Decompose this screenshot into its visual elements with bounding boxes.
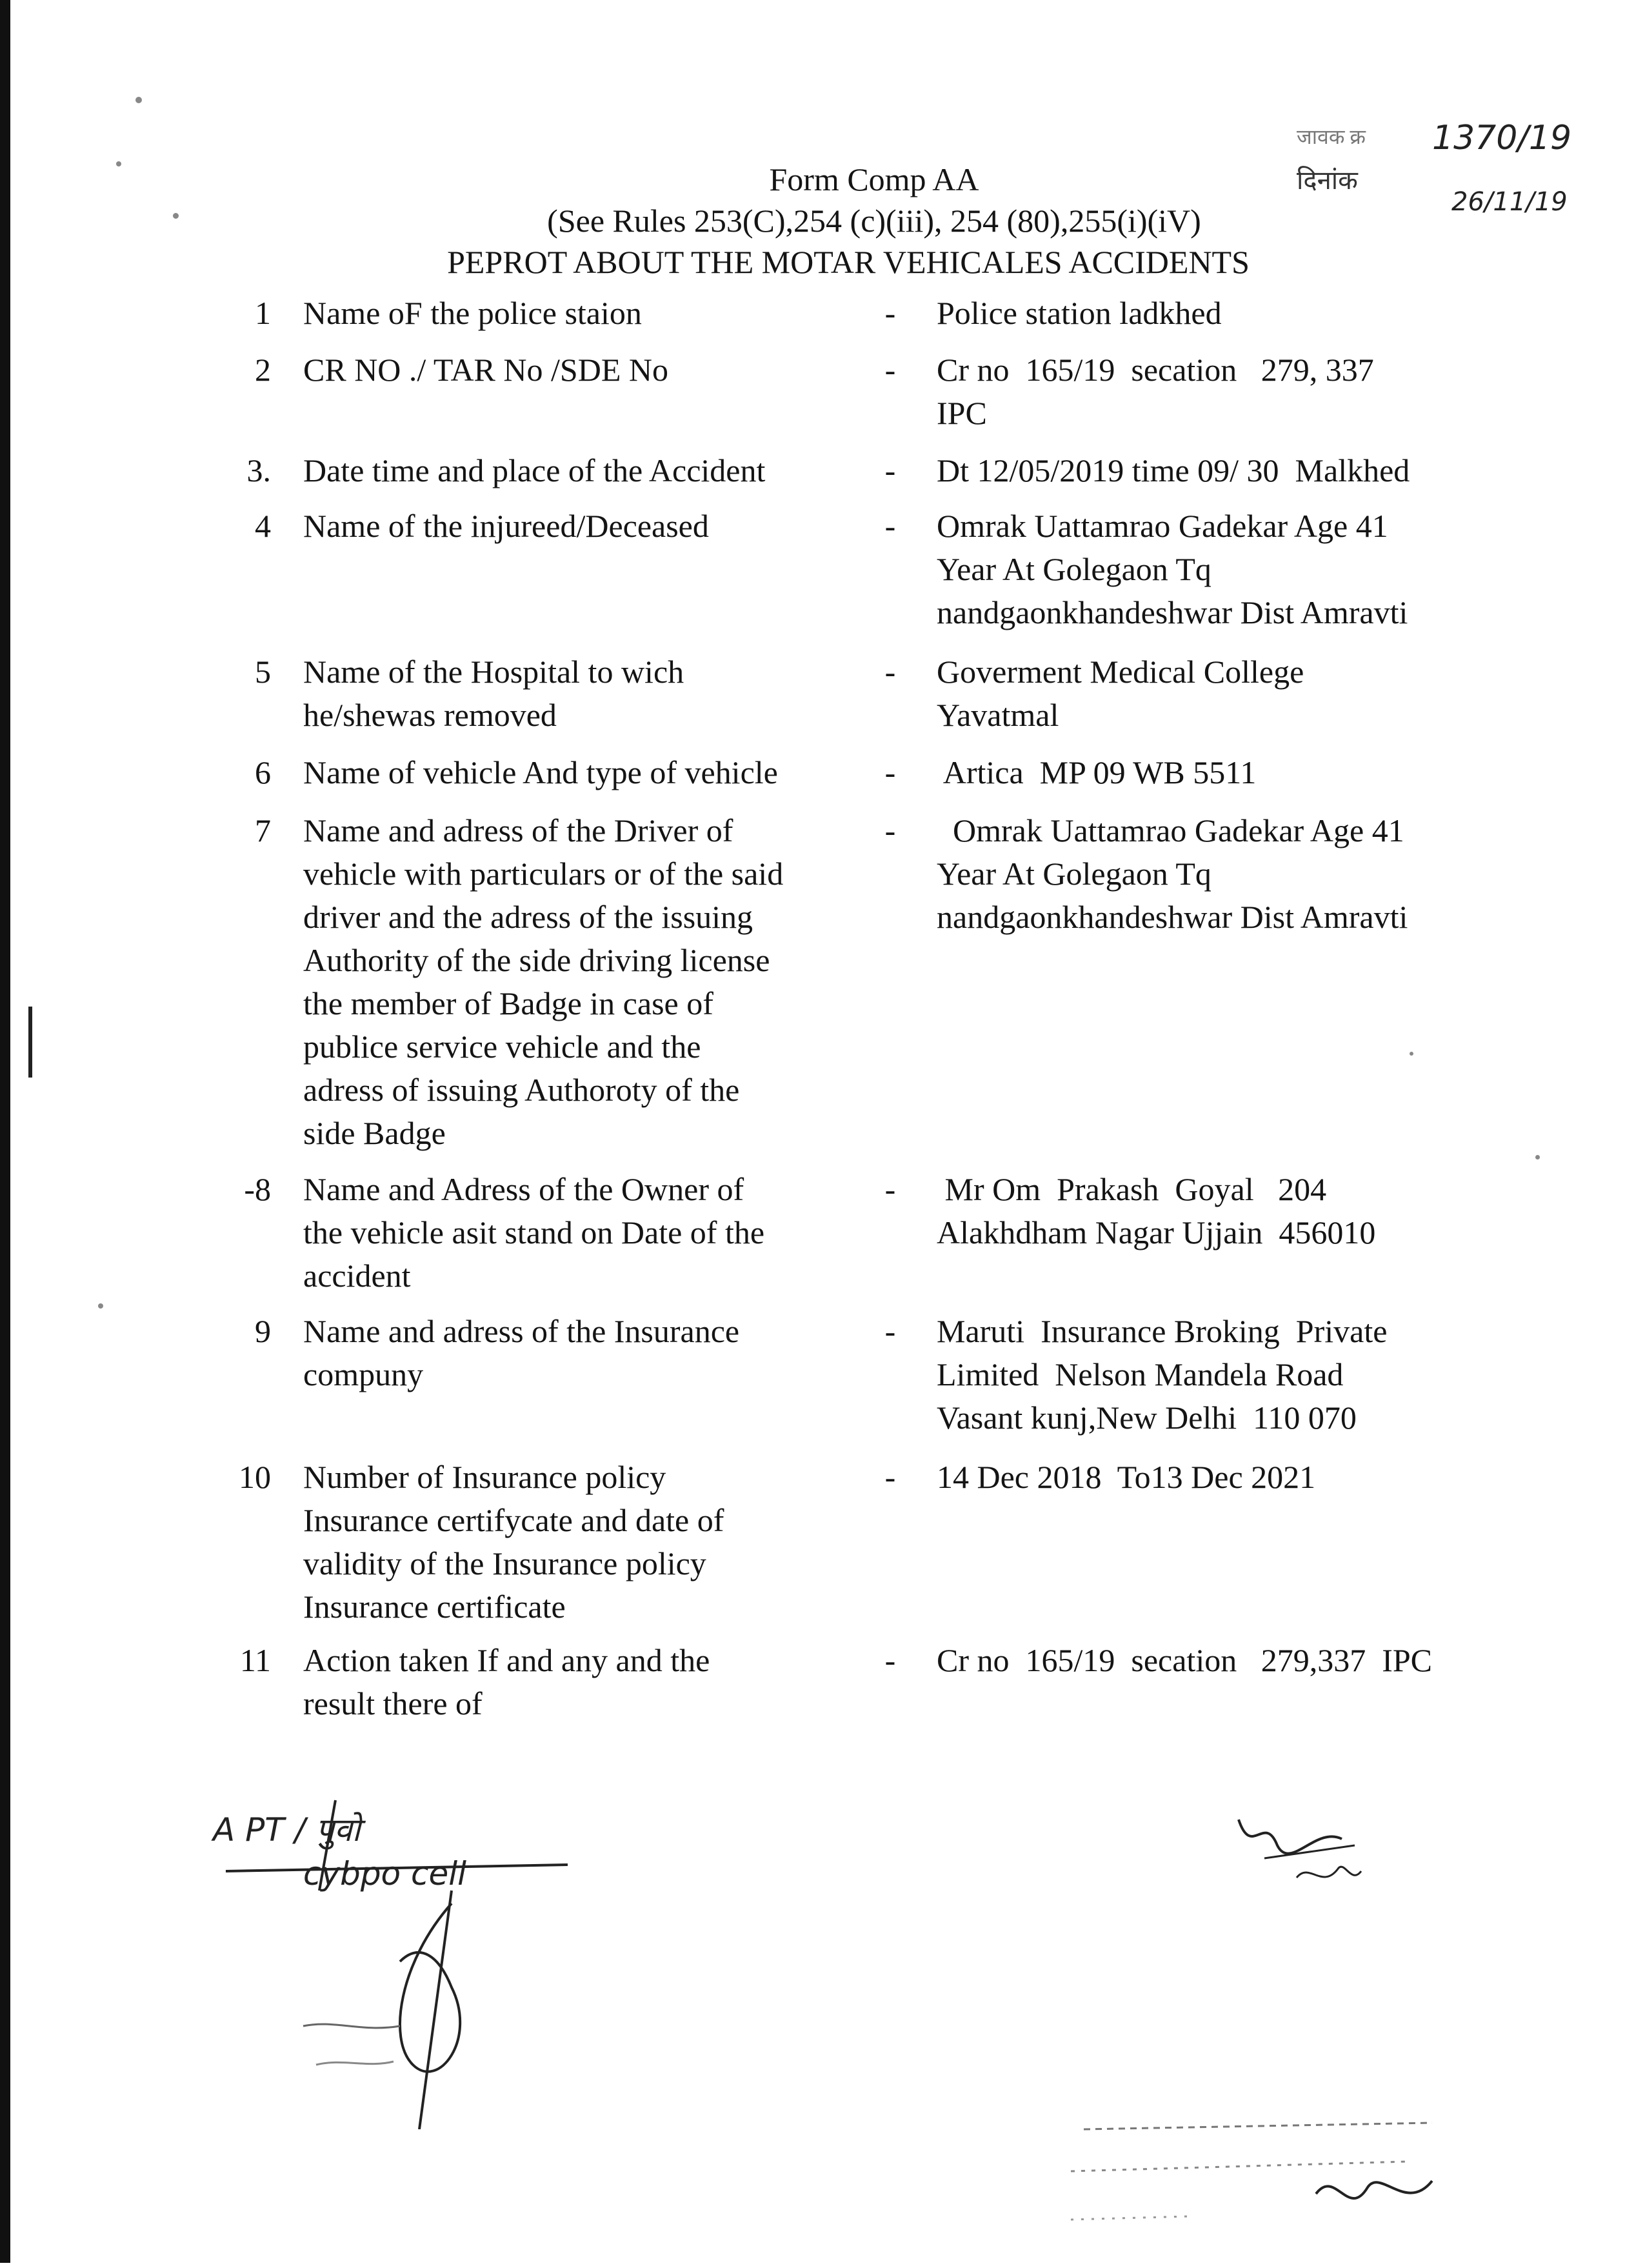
row-number: 5 <box>255 654 271 690</box>
row-number: -8 <box>244 1171 271 1207</box>
officer-initials <box>1226 1800 1393 1903</box>
inward-number: 1370/19 <box>1432 119 1572 157</box>
row-separator-dash: - <box>884 654 896 690</box>
row-label <box>303 809 871 1155</box>
outward-stamp-marks <box>1045 2097 1497 2265</box>
forwarding-signature <box>206 1794 606 2129</box>
inward-stamp <box>1297 119 1580 252</box>
scan-speck <box>98 1303 103 1309</box>
row-separator-dash: - <box>884 352 896 388</box>
form-rules-reference: (See Rules 253(C),254 (c)(iii), 254 (80),255(i)(iV) <box>547 203 1201 239</box>
row-value <box>937 1639 1556 1682</box>
row-value-line: IPC <box>937 395 987 431</box>
row-label-line: result there of <box>303 1685 483 1721</box>
row-label-line: Number of Insurance policy <box>303 1459 666 1495</box>
row-label-line: Name and adress of the Driver of <box>303 812 733 848</box>
row-value-line: 14 Dec 2018 To13 Dec 2021 <box>937 1459 1316 1495</box>
inward-date-label: दिनांक <box>1297 166 1358 195</box>
row-value <box>937 348 1556 435</box>
initials-strokes <box>1226 1800 1393 1903</box>
row-number: 2 <box>255 352 271 388</box>
row-label-line: compuny <box>303 1356 424 1392</box>
row-label-line: Action taken If and any and the <box>303 1642 710 1678</box>
row-value-line: Alakhdham Nagar Ujjain 456010 <box>937 1214 1376 1250</box>
row-value-line: Limited Nelson Mandela Road <box>937 1356 1344 1392</box>
row-value-line: Goverment Medical College <box>937 654 1304 690</box>
row-label <box>303 292 871 335</box>
row-number: 4 <box>255 508 271 544</box>
row-separator-dash: - <box>884 812 896 848</box>
row-value <box>937 1310 1556 1440</box>
row-separator-dash: - <box>884 295 896 331</box>
row-value <box>937 809 1556 939</box>
row-value <box>937 449 1556 492</box>
row-number: 9 <box>255 1313 271 1349</box>
row-label-line: he/shewas removed <box>303 697 557 733</box>
row-value-line: Dt 12/05/2019 time 09/ 30 Malkhed <box>937 452 1410 488</box>
row-label-line: Name oF the police staion <box>303 295 642 331</box>
row-number: 11 <box>239 1642 271 1678</box>
row-separator-dash: - <box>884 1642 896 1678</box>
row-label-line: accident <box>303 1258 411 1294</box>
row-label <box>303 1168 871 1298</box>
row-separator-dash: - <box>884 754 896 790</box>
row-label-line: Insurance certificate <box>303 1589 566 1625</box>
row-number: 6 <box>255 754 271 790</box>
row-value-line: Omrak Uattamrao Gadekar Age 41 <box>937 812 1404 848</box>
row-value-line: nandgaonkhandeshwar Dist Amravti <box>937 594 1408 630</box>
row-value-line: Yavatmal <box>937 697 1059 733</box>
inward-number-label: जावक क्र <box>1297 125 1366 148</box>
row-separator-dash: - <box>884 1313 896 1349</box>
row-value-line: Omrak Uattamrao Gadekar Age 41 <box>937 508 1388 544</box>
form-title: Form Comp AA <box>769 161 979 197</box>
row-value <box>937 650 1556 737</box>
row-value-line: Cr no 165/19 secation 279,337 IPC <box>937 1642 1433 1678</box>
office-outward-stamp <box>1045 2097 1497 2265</box>
row-separator-dash: - <box>884 1459 896 1495</box>
row-number: 1 <box>255 295 271 331</box>
row-label <box>303 751 871 794</box>
row-number: 3. <box>246 452 271 488</box>
scan-speck <box>135 97 142 103</box>
row-value-line: Cr no 165/19 secation 279, 337 <box>937 352 1374 388</box>
row-label-line: the vehicle asit stand on Date of the <box>303 1214 765 1250</box>
row-value <box>937 505 1556 634</box>
inward-date: 26/11/19 <box>1451 187 1568 217</box>
row-separator-dash: - <box>884 1171 896 1207</box>
row-value-line: Year At Golegaon Tq <box>937 856 1211 892</box>
row-label <box>303 650 871 737</box>
row-value <box>937 292 1556 335</box>
row-value-line: Mr Om Prakash Goyal 204 <box>937 1171 1327 1207</box>
row-label-line: publice service vehicle and the <box>303 1029 701 1065</box>
row-label-line: Name of the Hospital to wich <box>303 654 684 690</box>
row-label-line: Authority of the side driving license <box>303 942 770 978</box>
row-value-line: Vasant kunj,New Delhi 110 070 <box>937 1400 1357 1436</box>
row-label-line: validity of the Insurance policy <box>303 1545 706 1581</box>
row-label-line: Insurance certifycate and date of <box>303 1502 724 1538</box>
row-label-line: vehicle with particulars or of the said <box>303 856 784 892</box>
row-label-line: driver and the adress of the issuing <box>303 899 753 935</box>
row-label-line: Name of vehicle And type of vehicle <box>303 754 778 790</box>
row-separator-dash: - <box>884 508 896 544</box>
row-label-line: side Badge <box>303 1115 446 1151</box>
scan-speck <box>1535 1155 1540 1159</box>
form-heading: PEPROT ABOUT THE MOTAR VEHICALES ACCIDENTS <box>447 244 1250 280</box>
row-separator-dash: - <box>884 452 896 488</box>
row-label-line: Name and Adress of the Owner of <box>303 1171 744 1207</box>
scan-speck <box>1410 1052 1413 1056</box>
row-value <box>937 751 1556 794</box>
row-value <box>937 1168 1556 1254</box>
row-number: 10 <box>239 1459 271 1495</box>
row-value-line: Maruti Insurance Broking Private <box>937 1313 1388 1349</box>
row-label <box>303 449 871 492</box>
row-value-line: Artica MP 09 WB 5511 <box>937 754 1257 790</box>
row-value <box>937 1456 1556 1499</box>
row-label <box>303 505 871 548</box>
row-value-line: Police station ladkhed <box>937 295 1222 331</box>
scan-left-edge <box>0 0 10 2263</box>
row-label <box>303 1310 871 1396</box>
handwritten-note-line2: cybpo cell <box>303 1855 467 1892</box>
row-label <box>303 348 871 392</box>
row-value-line: Year At Golegaon Tq <box>937 551 1211 587</box>
row-number: 7 <box>255 812 271 848</box>
row-label-line: CR NO ./ TAR No /SDE No <box>303 352 668 388</box>
row-label-line: Name of the injureed/Deceased <box>303 508 709 544</box>
handwritten-note-line1: A PT / पुवो <box>213 1811 361 1849</box>
row-label-line: adress of issuing Authoroty of the <box>303 1072 740 1108</box>
scan-edge-mark <box>28 1007 32 1078</box>
row-value-line: nandgaonkhandeshwar Dist Amravti <box>937 899 1408 935</box>
row-label-line: Name and adress of the Insurance <box>303 1313 740 1349</box>
row-label-line: Date time and place of the Accident <box>303 452 766 488</box>
row-label <box>303 1639 871 1725</box>
row-label-line: the member of Badge in case of <box>303 985 713 1021</box>
row-label <box>303 1456 871 1629</box>
